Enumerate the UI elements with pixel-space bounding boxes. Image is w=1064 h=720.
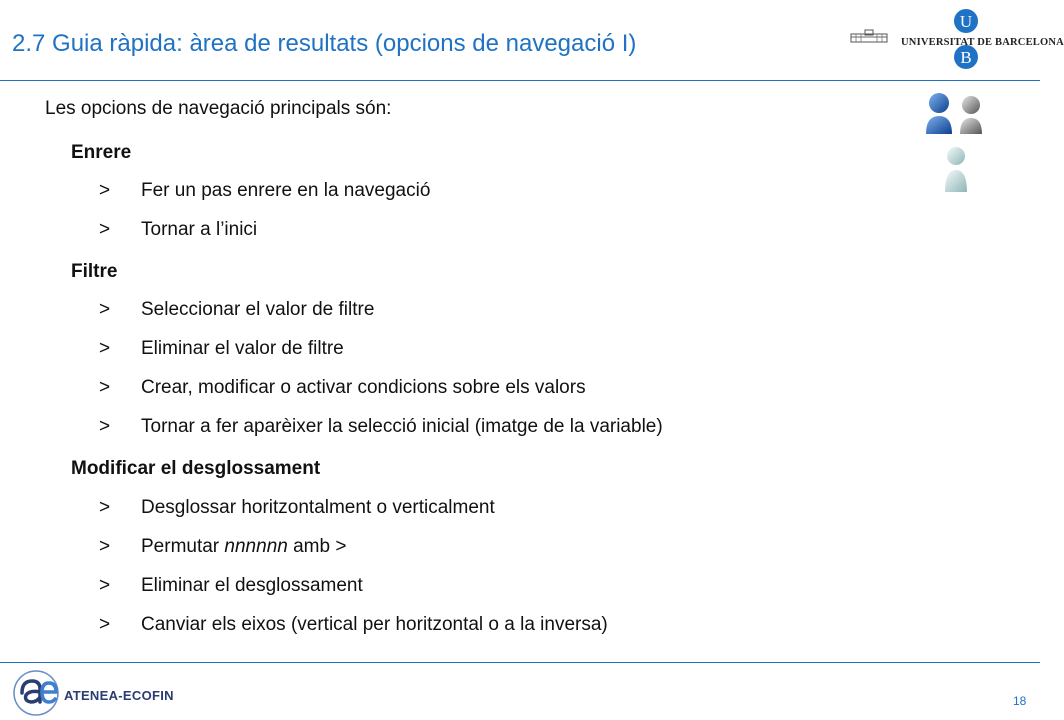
list-item-text [141,536,346,558]
bullet-marker: > [99,497,111,518]
university-logo [848,6,1064,72]
bullet-marker: > [99,536,111,557]
section-heading-desglossament: Modificar el desglossament [71,458,321,479]
list-item-text: Canviar els eixos (vertical per horitzontal o a la inversa) [141,614,608,635]
list-item-text-after: amb > [287,536,347,557]
bullet-marker: > [99,575,111,596]
bullet-marker: > [99,180,111,201]
page-title: 2.7 Guia ràpida: àrea de resultats (opcions de navegació I) [12,30,637,57]
bullet-marker: > [99,299,111,320]
people-group-icon [922,88,992,198]
bullet-marker: > [99,377,111,398]
institution-name: UNIVERSITAT DE BARCELONA [901,37,1064,48]
logo-letter-u: U [959,12,973,31]
list-item-text: Tornar a fer aparèixer la selecció inicial (imatge de la variable) [141,416,663,437]
list-item-text: Eliminar el desglossament [141,575,363,596]
list-item-text-emphasis: nnnnnn [224,536,288,557]
atenea-ae-logo-icon [12,670,60,716]
list-item-text-before: Permutar [141,536,225,557]
bullet-marker: > [99,614,111,635]
header-divider [0,80,1040,81]
list-item-text: Tornar a l’inici [141,219,258,240]
footer-divider [0,662,1040,663]
list-item-text: Crear, modificar o activar condicions sobre els valors [141,377,586,398]
bullet-marker: > [99,219,111,240]
logo-letter-b: B [960,48,972,67]
intro-text: Les opcions de navegació principals són: [45,98,392,119]
footer-brand: ATENEA-ECOFIN [64,688,174,703]
list-item-text: Fer un pas enrere en la navegació [141,180,431,201]
section-heading-filtre: Filtre [71,261,118,282]
page-number: 18 [1013,694,1027,708]
list-item-text: Eliminar el valor de filtre [141,338,344,359]
bullet-marker: > [99,338,111,359]
list-item-text: Desglossar horitzontalment o verticalment [141,497,495,518]
list-item-text: Seleccionar el valor de filtre [141,299,375,320]
section-heading-enrere: Enrere [71,142,132,163]
bullet-marker: > [99,416,111,437]
